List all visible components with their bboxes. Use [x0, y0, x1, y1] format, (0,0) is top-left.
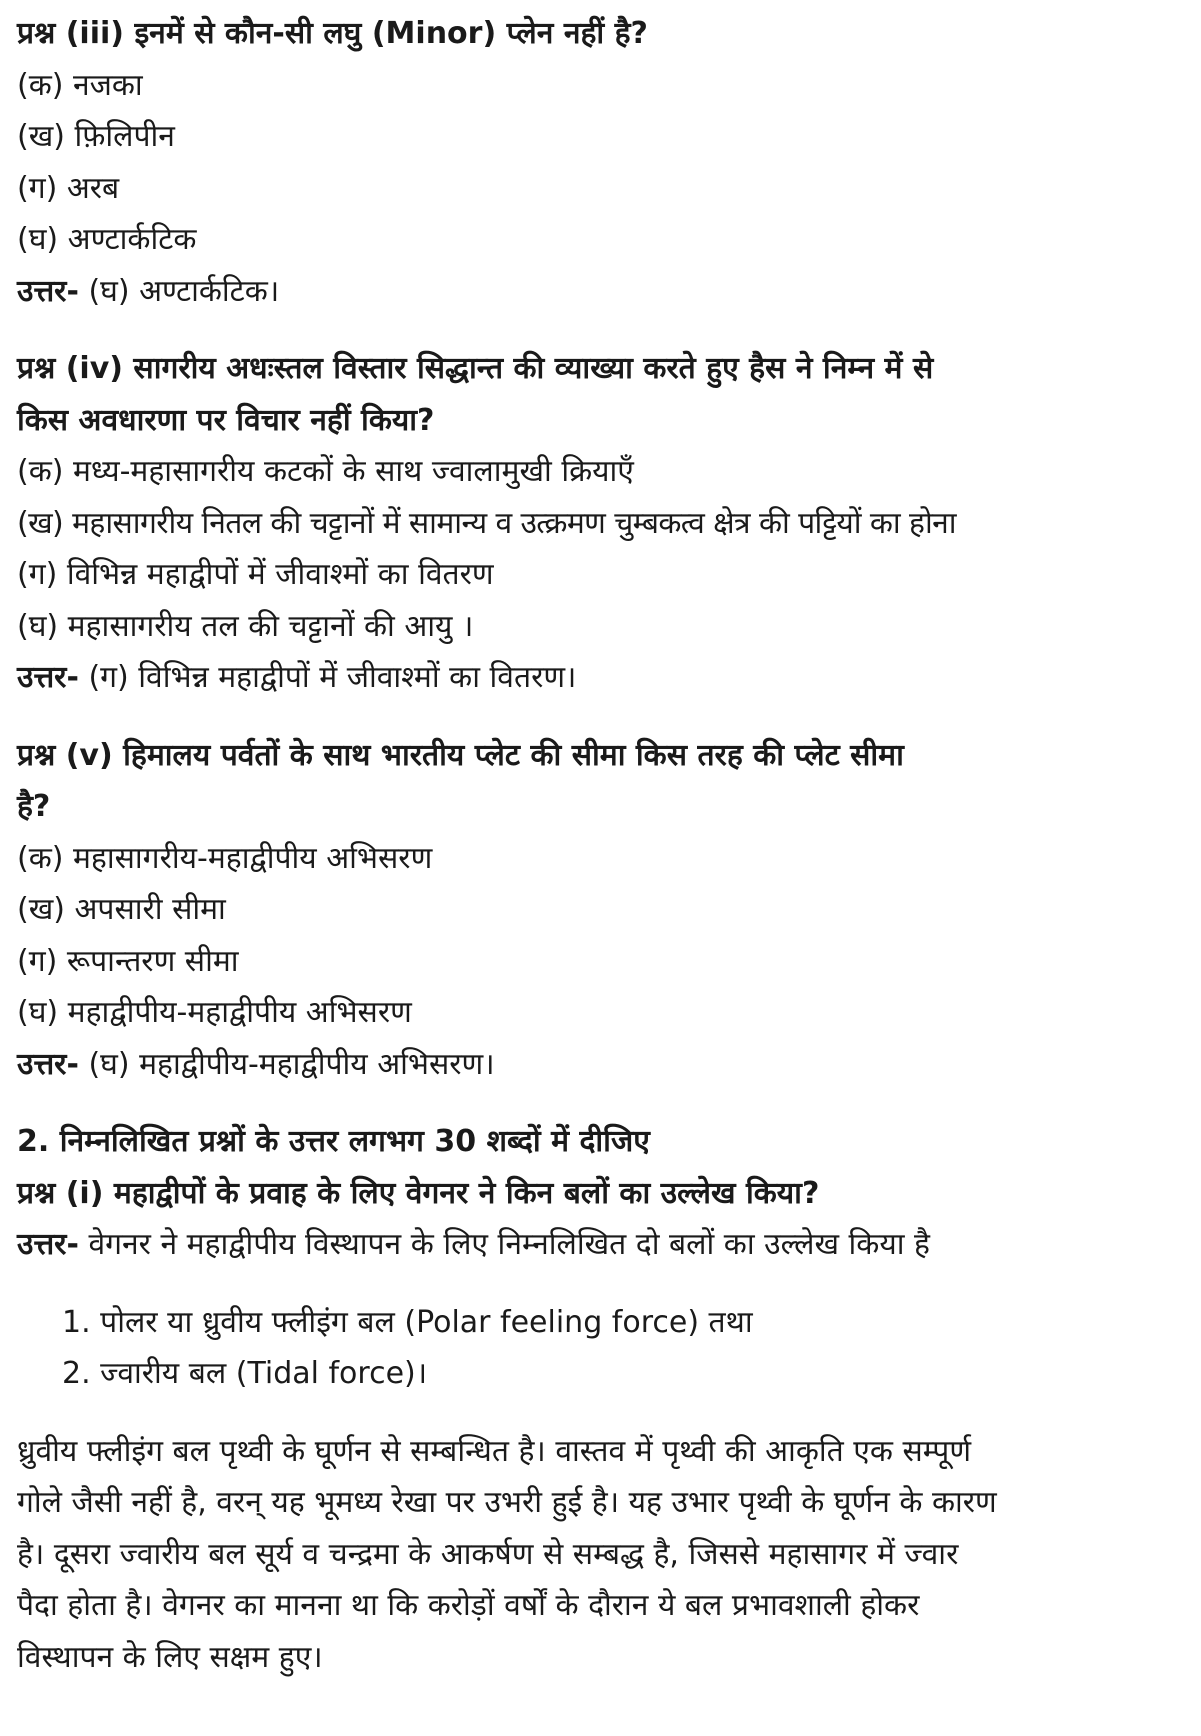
paragraph-line: विस्थापन के लिए सक्षम हुए। — [17, 1639, 323, 1675]
question-block-iii — [17, 8, 1179, 317]
option-kha: (ख) महासागरीय नितल की चट्टानों में सामान्य व उत्क्रमण चुम्बकत्व क्षेत्र की पट्टियों का होना — [17, 505, 956, 541]
option-gha: (घ) अण्टार्कटिक — [17, 222, 197, 257]
paragraph-line: पैदा होता है। वेगनर का मानना था कि करोड़ों वर्षों के दौरान ये बल प्रभावशाली होकर — [17, 1588, 920, 1623]
question-heading-line1: प्रश्न (iv) सागरीय अधःस्तल विस्तार सिद्धान्त की व्याख्या करते हुए हैस ने निम्न में से — [17, 351, 934, 386]
option-ga: (ग) विभिन्न महाद्वीपों में जीवाश्मों का वितरण — [17, 557, 494, 592]
answer-label: उत्तर- — [17, 273, 79, 309]
answer-text: (घ) महाद्वीपीय-महाद्वीपीय अभिसरण। — [78, 1046, 495, 1082]
question-heading-line2: किस अवधारणा पर विचार नहीं किया? — [17, 402, 435, 438]
answer-text: (घ) अण्टार्कटिक। — [78, 273, 280, 309]
explanation-paragraph — [17, 1426, 1179, 1684]
answer-line — [17, 1039, 1179, 1091]
paragraph-line: ध्रुवीय फ्लीइंग बल पृथ्वी के घूर्णन से सम्बन्धित है। वास्तव में पृथ्वी की आकृति एक सम्पूर्ण — [17, 1433, 972, 1469]
answer-text: (ग) विभिन्न महाद्वीपों में जीवाश्मों का वितरण। — [78, 660, 577, 695]
list-item: 2. ज्वारीय बल (Tidal force)। — [62, 1356, 428, 1391]
forces-list — [17, 1297, 1179, 1400]
question-heading-line2: है? — [17, 789, 51, 824]
answer-label: उत्तर- — [17, 1046, 79, 1082]
section-2 — [17, 1116, 1179, 1683]
question-block-v — [17, 730, 1179, 1091]
paragraph-line: है। दूसरा ज्वारीय बल सूर्य व चन्द्रमा के आकर्षण से सम्बद्ध है, जिससे महासागर में ज्वार — [17, 1536, 959, 1572]
question-block-iv — [17, 343, 1179, 704]
answer-label: उत्तर- — [17, 660, 79, 695]
answer-line — [17, 1219, 1179, 1271]
option-ka: (क) महासागरीय-महाद्वीपीय अभिसरण — [17, 840, 433, 876]
answer-line — [17, 652, 1179, 704]
question-heading: प्रश्न (iii) इनमें से कौन-सी लघु (Minor) प्लेन नहीं है? — [17, 16, 648, 51]
option-ga: (ग) अरब — [17, 170, 120, 206]
option-ka: (क) नजका — [17, 67, 143, 103]
option-kha: (ख) फ़िलिपीन — [17, 119, 175, 154]
answer-text: वेगनर ने महाद्वीपीय विस्थापन के लिए निम्नलिखित दो बलों का उल्लेख किया है — [78, 1227, 930, 1262]
option-ka: (क) मध्य-महासागरीय कटकों के साथ ज्वालामुखी क्रियाएँ — [17, 454, 634, 489]
option-kha: (ख) अपसारी सीमा — [17, 892, 226, 927]
option-gha: (घ) महासागरीय तल की चट्टानों की आयु । — [17, 608, 474, 644]
option-ga: (ग) रूपान्तरण सीमा — [17, 943, 239, 979]
question-heading-line1: प्रश्न (v) हिमालय पर्वतों के साथ भारतीय प्लेट की सीमा किस तरह की प्लेट सीमा — [17, 737, 904, 773]
option-gha: (घ) महाद्वीपीय-महाद्वीपीय अभिसरण — [17, 995, 412, 1030]
list-item: 1. पोलर या ध्रुवीय फ्लीइंग बल (Polar feeling force) तथा — [62, 1304, 753, 1340]
paragraph-line: गोले जैसी नहीं है, वरन् यह भूमध्य रेखा पर उभरी हुई है। यह उभार पृथ्वी के घूर्णन के कारण — [17, 1485, 997, 1520]
answer-line — [17, 266, 1179, 318]
section-heading: 2. निम्नलिखित प्रश्नों के उत्तर लगभग 30 शब्दों में दीजिए — [17, 1124, 650, 1159]
answer-label: उत्तर- — [17, 1227, 79, 1262]
question-heading: प्रश्न (i) महाद्वीपों के प्रवाह के लिए वेगनर ने किन बलों का उल्लेख किया? — [17, 1175, 820, 1211]
